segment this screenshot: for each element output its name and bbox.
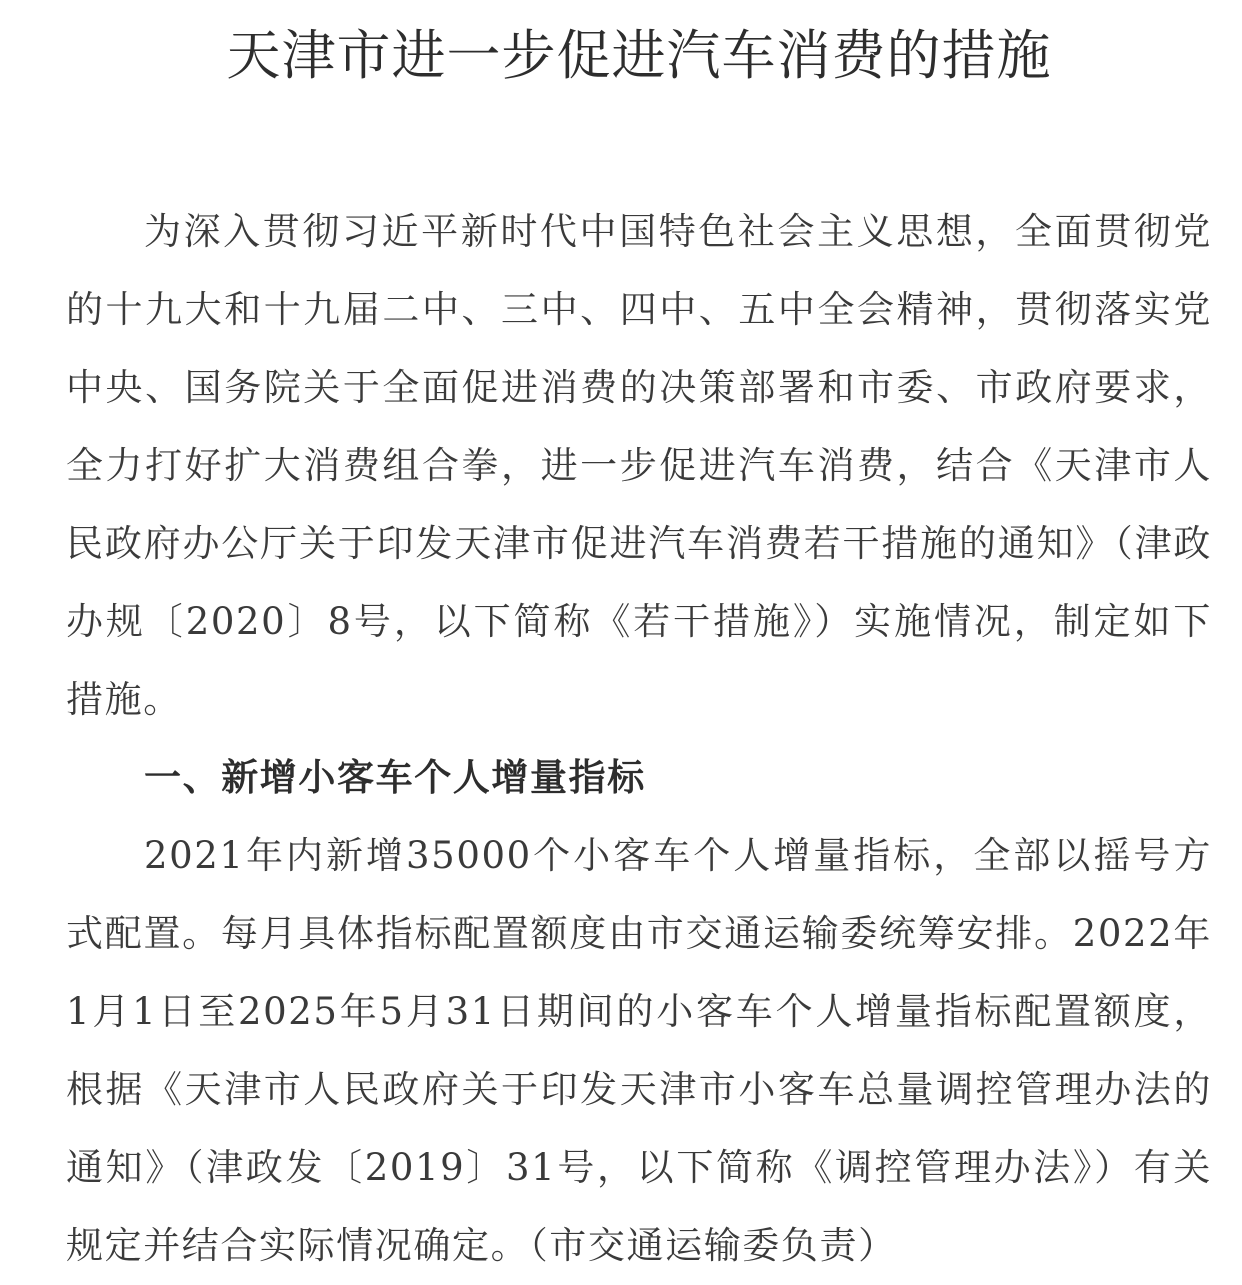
section-body-paragraph: 2021年内新增35000个小客车个人增量指标，全部以摇号方式配置。每月具体指标配置额度由市交通运输委统筹安排。2022年1月1日至2025年5月31日期间的小客车个人增量指标配置额度，根据《天津市人民政府关于印发天津市小客车总量调控管理办法的通知》（津政发〔2019〕31号，以下简称《调控管理办法》）有关规定并结合实际情况确定。（市交通运输委负责） [66, 834, 1212, 1267]
intro-paragraph: 为深入贯彻习近平新时代中国特色社会主义思想，全面贯彻党的十九大和十九届二中、三中、四中、五中全会精神，贯彻落实党中央、国务院关于全面促进消费的决策部署和市委、市政府要求，全力打好扩大消费组合拳，进一步促进汽车消费，结合《天津市人民政府办公厅关于印发天津市促进汽车消费若干措施的通知》（津政办规〔2020〕8号，以下简称《若干措施》）实施情况，制定如下措施。 [66, 210, 1212, 721]
document [66, 20, 1212, 1285]
document-title: 天津市进一步促进汽车消费的措施 [226, 24, 1052, 87]
section-1 [66, 739, 1212, 1285]
section-heading: 一、新增小客车个人增量指标 [144, 756, 646, 799]
